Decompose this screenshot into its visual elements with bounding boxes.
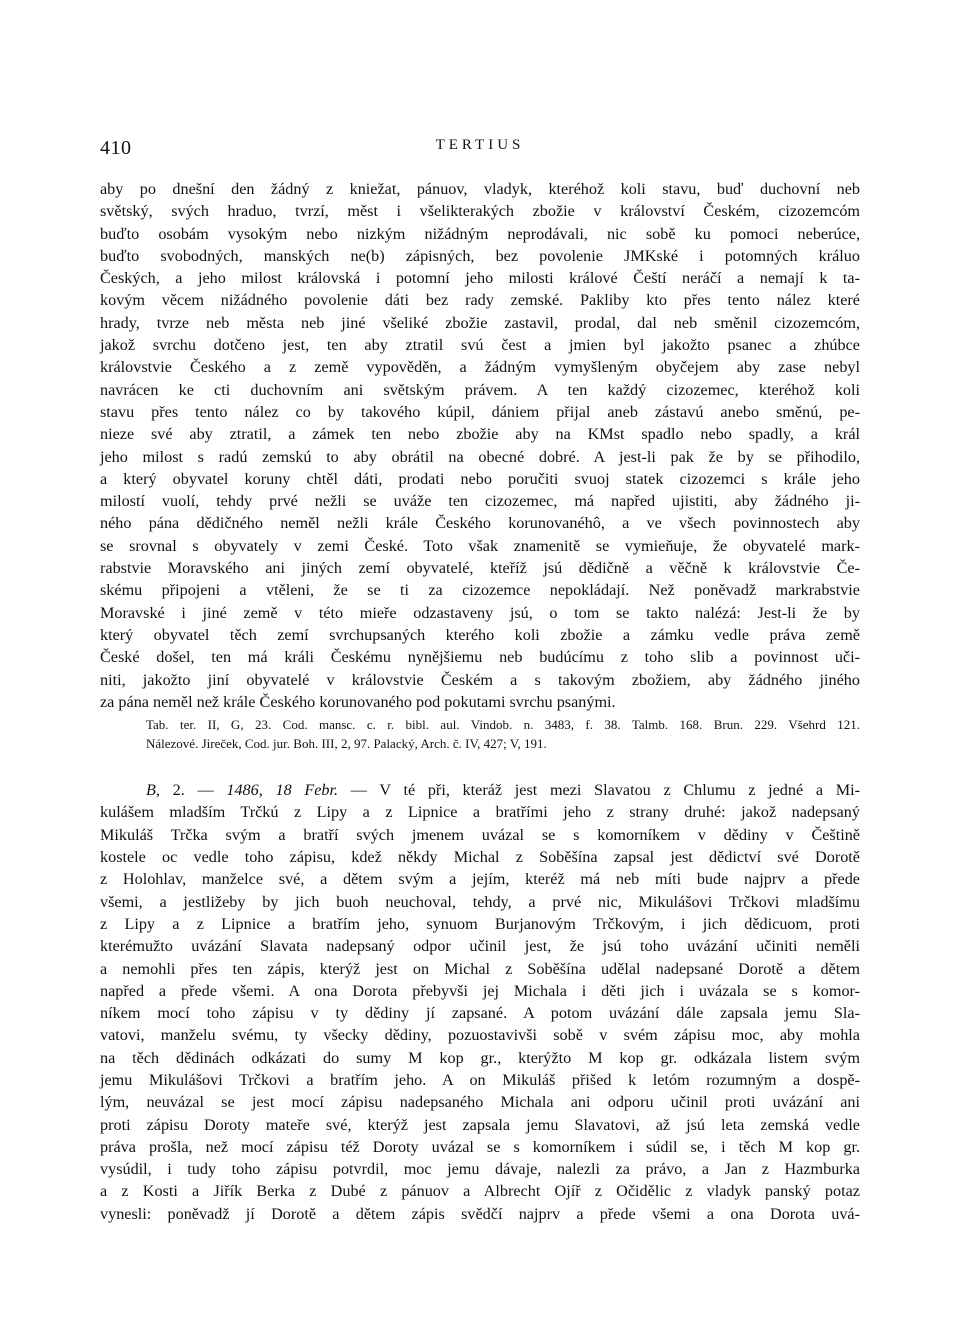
text-line: kterémužto uvázání Slavata nadepsaný odpor učinil jest, že jsú toho uvázání učiniti neměli bbox=[100, 937, 860, 956]
text-line: buďto svobodných, manských ne(b) zápisných, bez povolenie JMKské i potomných králuo bbox=[100, 246, 860, 265]
text-line: proti zápisu Doroty mateře své, kterýž jest zapsala jemu Slavatovi, až jsú leta zemská vedle bbox=[100, 1115, 860, 1134]
text-line: napřed a přede všemi. A ona Dorota přebyvši jej Michala i děti jich i uvázala se s komor- bbox=[100, 981, 860, 1000]
paragraph-1 bbox=[100, 178, 860, 713]
text-line: a který obyvatel koruny chtěl dáti, prodati nebo poručiti svuoj statek cizozemci s krále jeho bbox=[100, 469, 860, 488]
text-line: ného pána dědičného neměl nežli krále Českého korunovanéhô, a ve všech povinnostech aby bbox=[100, 514, 860, 533]
text-line: hrady, tvrze neb města neb jiné všeliké zbožie zastavil, prodal, dal neb směnil cizozemcóm, bbox=[100, 313, 860, 332]
text-line: kulášem mladším Trčkú z Lipy a z Lipnice a bratřími jeho z strany druhé: jakož nadepsaný bbox=[100, 803, 860, 822]
text-line: skému připojeni a vtěleni, že se ti za cizozemce nepokládají. Než poněvadž markrabstvie bbox=[100, 581, 860, 600]
text-line: a z Kosti a Jiřík Berka z Dubé z pánuov a Albrecht Ojíř z Očidělic z vladyk panský potaz bbox=[100, 1182, 860, 1201]
running-title: TERTIUS bbox=[435, 137, 525, 153]
text-line: milostí vuolí, tehdy prvé nežli se uváže ten cizozemec, má napřed ujistiti, aby žádného ji- bbox=[100, 492, 860, 511]
references bbox=[100, 716, 860, 753]
text-line: kostele oc vedle toho zápisu, kdež někdy Michal z Soběšína zapsal jest dědictví své Dorotě bbox=[100, 848, 860, 867]
entry-label-number: 2. — bbox=[159, 781, 227, 800]
text-line: se srovnal s obyvately v zemi České. Toto však znamenitě se vymieňuje, že obyvatelé mark- bbox=[100, 536, 860, 555]
text-line: stavu přes tento nález co by takového kúpil, dániem přijal aneb zástavú anebo směnú, pe- bbox=[100, 402, 860, 421]
text-line: nieze své aby ztratil, a zámek ten nebo zbožie aby na KMst spadlo nebo spadly, a král bbox=[100, 425, 860, 444]
entry-label: B, bbox=[146, 781, 160, 800]
text-line: práva prošla, než mocí zápisu též Doroty uvázal se s komorníkem i súdil se, i těch M kop gr. bbox=[100, 1137, 860, 1156]
text-line: Českých, a jeho milost královská i potomní jeho milosti králové Čeští neráčí a nemají k ta- bbox=[100, 269, 860, 288]
text-line: jemu Mikulášovi Trčkovi a bratřím jeho. A on Mikuláš přišed k letóm rozumným a dospě- bbox=[100, 1070, 860, 1089]
text-line: na těch dědinách odkázati do sumy M kop gr., kterýžto M kop gr. odkázala listem svým bbox=[100, 1048, 860, 1067]
text-line: vynesli: poněvadž jí Dorotě a dětem zápis svědčí najprv a přede všemi a ona Dorota uvá- bbox=[100, 1204, 860, 1223]
text-line: který obyvatel těch zemí svrchupsaných kterého koli zbožie a zámku vedle práva země bbox=[100, 625, 860, 644]
text-line: kovým věcem nižádného povolenie dáti bez rady zemské. Pakliby kto přes tento nález které bbox=[100, 291, 860, 310]
entry-first-line: — V té při, kteráž jest mezi Slavatou z Chlumu z jedné a Mi- bbox=[338, 781, 860, 800]
entry-date: 1486, 18 Febr. bbox=[226, 781, 339, 800]
page-number: 410 bbox=[100, 137, 132, 159]
text-line: aby po dnešní den žádný z kniežat, pánuov, vladyk, kteréhož koli stavu, buď duchovní neb bbox=[100, 180, 860, 198]
text-line: vatovi, manželu svému, ty všecky dědiny, pozuostavivši sobě v svém zápisu moc, aby mohla bbox=[100, 1026, 860, 1045]
text-line: niti, jakožto jiní obyvatelé v královstvie Českém a s takovým zbožiem, aby žádného jiného bbox=[100, 670, 860, 689]
text-line: královstvie Českého a z země vypověděn, a žádným vymyšleným obyčejem aby zase nebyl bbox=[100, 358, 860, 377]
text-line: za pána neměl než krále Českého korunovaného pod pokutami svrchu psanými. bbox=[100, 692, 616, 711]
reference-line: Nálezové. Jireček, Cod. jur. Boh. III, 2, 97. Palacký, Arch. č. IV, 427; V, 191. bbox=[146, 735, 547, 751]
text-line: jakož svrchu dotčeno jest, ten aby ztratil svú čest a jmien byl jakožto psanec a zhúbce bbox=[100, 336, 860, 355]
text-line: světský, svých hraduo, tvrzí, měst i všelikterakých zbožie v království Českém, cizozemcóm bbox=[100, 202, 860, 221]
text-line: Moravské i jiné země v této mieře odzastaveny jsú, o tom se takto nalézá: Jest-li že by bbox=[100, 603, 860, 622]
section-gap bbox=[100, 753, 860, 779]
page-body bbox=[100, 178, 860, 1225]
text-line: jeho milost s radú zemskú to aby obrátil na obecné dobré. A jest-li pak že by se přihodilo, bbox=[100, 447, 860, 466]
text-line: Mikuláš Trčka svým a bratří svých jmenem uvázal se s komorníkem v dědiny v Češtině bbox=[100, 825, 860, 844]
text-line: níkem mocí toho zápisu v ty dědiny jí zapsané. A potom uvázání dále zapsala jemu Sla- bbox=[100, 1004, 860, 1023]
text-line: z Lipy a z Lipnice a bratřím jeho, synuom Burjanovým Trčkovým, i jich dědicuom, proti bbox=[100, 914, 860, 933]
text-line: buďto osobám vysokým nebo nizkým nižádným neprodávali, nic sobě ku pomoci neberúce, bbox=[100, 224, 860, 243]
reference-line: Tab. ter. II, G, 23. Cod. mansc. c. r. bibl. aul. Vindob. n. 3483, f. 38. Talmb. 168. Brun. 229. Všehrd 121. bbox=[146, 717, 860, 733]
text-line: České došel, ten má králi Českému nynějšiemu neb budúcímu z toho slib a povinnost uči- bbox=[100, 648, 860, 667]
text-line: rabstvie Moravského ani jiných zemí obyvatelé, kteříž jsú dědičně a věčně k královstvie Če- bbox=[100, 559, 860, 578]
text-line: vysúdil, i tudy toho zápisu potvrdil, moc jemu dávaje, nalezli za právo, a Jan z Hazmburka bbox=[100, 1160, 860, 1179]
text-line: navrácen ke cti duchovním ani světským právem. A ten každý cizozemec, kteréhož koli bbox=[100, 380, 860, 399]
text-line: všemi, a jestližeby by jich buoh neuchoval, tehdy, a prvé nic, Mikulášovi Trčkovi mladšímu bbox=[100, 892, 860, 911]
page-header bbox=[100, 137, 860, 167]
entry-b2 bbox=[100, 779, 860, 1225]
entry-heading-line bbox=[100, 779, 860, 801]
text-line: lým, neuvázal se jest mocí zápisu nadepsaného Michala ani odporu učinil proti uvázání ani bbox=[100, 1093, 860, 1112]
text-line: a nemohli přes ten zápis, kterýž jest on Michal z Soběšína udělal nadepsané Dorotě a dětem bbox=[100, 959, 860, 978]
text-line: z Holohlav, manželce své, a dětem svým a jejím, kteréž má neb míti bude najprv a přede bbox=[100, 870, 860, 889]
